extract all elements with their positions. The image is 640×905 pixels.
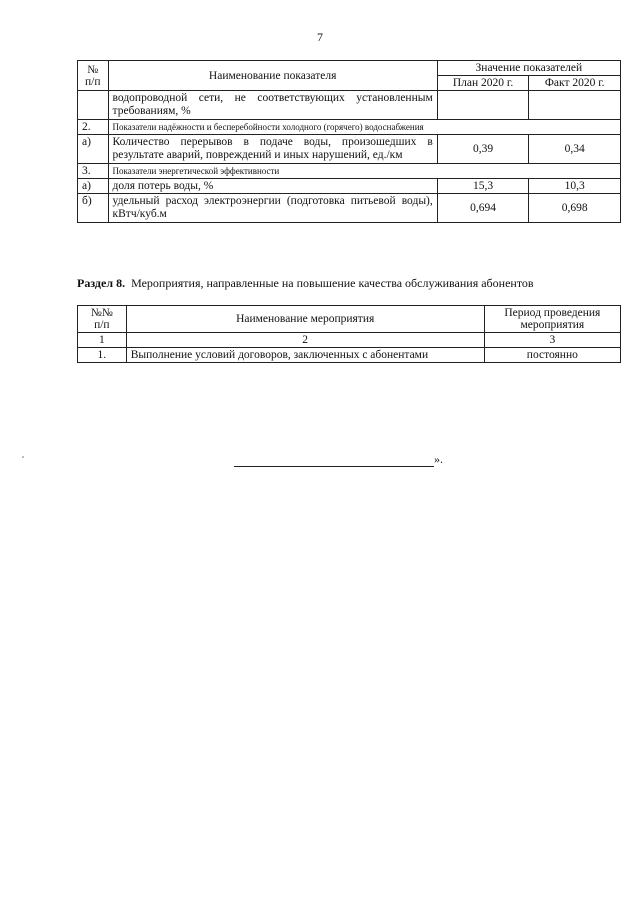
closing-mark: ». [434, 452, 443, 466]
table-row [78, 194, 621, 223]
table-row [78, 179, 621, 194]
row-num: а) [78, 179, 109, 194]
index-cell: 1 [78, 333, 127, 348]
header-name: Наименование мероприятия [126, 306, 484, 333]
table-header-row [78, 306, 621, 333]
section-title: Мероприятия, направленные на повышение качества обслуживания абонентов [131, 276, 534, 290]
row-name: водопроводной сети, не соответствующих установленным требованиям, % [108, 91, 437, 120]
row-plan [437, 91, 529, 120]
row-num: 3. [78, 164, 109, 179]
row-name: Количество перерывов в подаче воды, произошедших в результате аварий, повреждений и иных нарушений, ед./км [108, 135, 437, 164]
row-period: постоянно [484, 348, 620, 363]
table-row [78, 91, 621, 120]
header-num: № п/п [78, 61, 109, 91]
row-name: Выполнение условий договоров, заключенных с абонентами [126, 348, 484, 363]
row-fact: 0,34 [529, 135, 621, 164]
table-section-row [78, 164, 621, 179]
header-fact: Факт 2020 г. [529, 76, 621, 91]
row-fact: 10,3 [529, 179, 621, 194]
row-plan: 0,39 [437, 135, 529, 164]
page-number: 7 [317, 30, 323, 44]
index-cell: 3 [484, 333, 620, 348]
measures-table [77, 305, 621, 363]
header-values-group: Значение показателей [437, 61, 620, 76]
signature-line [234, 456, 434, 467]
table-header-row [78, 61, 621, 76]
section-title: Показатели энергетической эффективности [108, 164, 620, 179]
table-row [78, 135, 621, 164]
row-num: б) [78, 194, 109, 223]
row-plan: 0,694 [437, 194, 529, 223]
row-plan: 15,3 [437, 179, 529, 194]
row-num: 1. [78, 348, 127, 363]
row-num: а) [78, 135, 109, 164]
row-num [78, 91, 109, 120]
section-8-heading [77, 276, 637, 291]
row-fact [529, 91, 621, 120]
header-plan: План 2020 г. [437, 76, 529, 91]
indicators-table [77, 60, 621, 223]
row-fact: 0,698 [529, 194, 621, 223]
closing-line [234, 452, 443, 467]
scan-speck [22, 456, 24, 458]
section-label: Раздел 8. [77, 276, 126, 290]
index-cell: 2 [126, 333, 484, 348]
table-section-row [78, 120, 621, 135]
header-num: №№ п/п [78, 306, 127, 333]
row-name: доля потерь воды, % [108, 179, 437, 194]
header-period: Период проведения мероприятия [484, 306, 620, 333]
section-title: Показатели надёжности и бесперебойности холодного (горячего) водоснабжения [108, 120, 620, 135]
row-name: удельный расход электроэнергии (подготовка питьевой воды), кВтч/куб.м [108, 194, 437, 223]
table-index-row [78, 333, 621, 348]
header-name: Наименование показателя [108, 61, 437, 91]
row-num: 2. [78, 120, 109, 135]
table-row [78, 348, 621, 363]
